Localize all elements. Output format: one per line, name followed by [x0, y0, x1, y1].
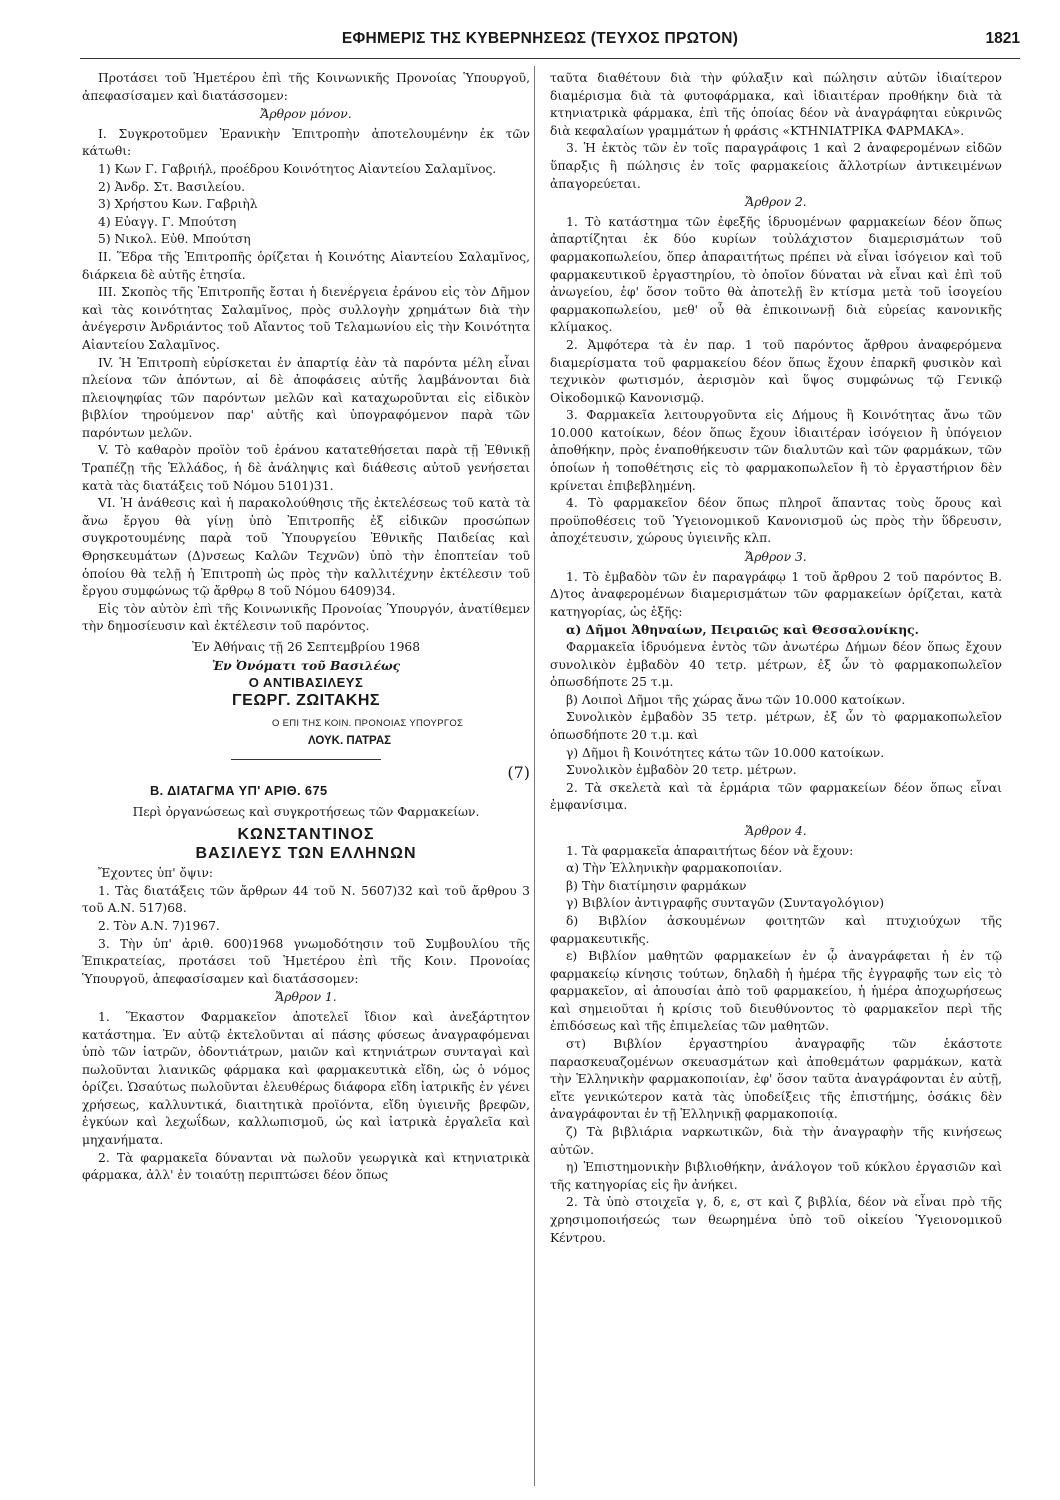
list-item: γ) Βιβλίον ἀντιγραφῆς συνταγῶν (Συνταγολόγιον): [566, 896, 885, 911]
consideration-item: 2. Τὸν Α.Ν. 7)1967.: [98, 918, 220, 933]
paragraph: 2. Ἀμφότερα τὰ ἐν παρ. 1 τοῦ παρόντος ἄρθρου ἀναφερόμενα διαμερίσματα τοῦ φαρμακείου δέον ὅπως ἔχουν ἐπαρκῆ φυσικὸν καὶ τεχνικὸν φωτισμόν, ἀερισμὸν καὶ ὕψος συμφώνως τῷ Γενικῷ Οἰκοδομικῷ Κανονισμῷ.: [550, 337, 1002, 405]
paragraph: ΙΙΙ. Σκοπὸς τῆς Ἐπιτροπῆς ἔσται ἡ διενέργεια ἐράνου εἰς τὸν Δῆμον καὶ τὰς κοινότητας Σαλαμῖνος, πρὸς συλλογὴν χρημάτων διὰ τὴν ἀνέγερσιν Ἀνδριάντος τοῦ Αἴαντος τοῦ Τελαμωνίου εἰς τὴν Κοινότητα Αἰαντείου Σαλαμῖνος.: [82, 285, 530, 352]
paragraph: ΙΙ. Ἕδρα τῆς Ἐπιτροπῆς ὁρίζεται ἡ Κοινότης Αἰαντείου Σαλαμῖνος, διάρκεια δὲ αὐτῆς ἐτησία.: [82, 249, 530, 282]
article-3-heading: Ἄρθρον 3.: [745, 550, 807, 565]
article-1-heading: Ἄρθρον 1.: [275, 990, 337, 1005]
paragraph: 3. Ἡ ἐκτὸς τῶν ἐν τοῖς παραγράφοις 1 καὶ 2 ἀναφερομένων εἰδῶν ὕπαρξις ἢ πώλησις ἐν τοῖς φαρμακείοις ἄλλοτρίων ἀντικειμένων ἀπαγορεύεται.: [550, 141, 1002, 191]
paragraph: 2. Τὰ ὑπὸ στοιχεῖα γ, δ, ε, στ καὶ ζ βιβλία, δέον νὰ εἶναι πρὸ τῆς χρησιμοποιήσεώς των θεωρημένα ὑπὸ τοῦ οἰκείου Ὑγειονομικοῦ Κέντρου.: [550, 1195, 1002, 1245]
member-item: 2) Ἀνδρ. Στ. Βασιλείου.: [98, 179, 245, 194]
member-item: 3) Χρήστου Κων. Γαβριὴλ: [98, 197, 258, 212]
paragraph: 3. Φαρμακεῖα λειτουργοῦντα εἰς Δήμους ἢ Κοινότητας ἄνω τῶν 10.000 κατοίκων, δέον ὅπως ἔχουν ἰδιαιτέραν ἰσόγειον ἢ ὑπόγειον ἀποθήκην, πρὸς ἐναποθήκευσιν τῶν διαλυτῶν καὶ τῶν φαρμάκων, τῶν ὁποίων ἡ τοποθέτησις εἰς τὸ φαρμακοπωλεῖον ἢ τὸ ἐργαστήριον δὲν κρίνεται ἐπιβεβλημένη.: [550, 408, 1002, 493]
running-header: [60, 30, 1020, 60]
paragraph: 1. Ἕκαστον Φαρμακεῖον ἀποτελεῖ ἴδιον καὶ ἀνεξάρτητον κατάστημα. Ἐν αὐτῷ ἐκτελοῦνται αἱ πάσης φύσεως ἀναγραφόμεναι ὑπὸ τῶν ἰατρῶν, ὀδοντιάτρων, μαιῶν καὶ κτηνιάτρων συνταγαὶ καὶ πωλοῦνται λιανικῶς φάρμακα καὶ φαρμακευτικὰ εἴδη, ὡς ὁ νόμος ὁρίζει. Ὡσαύτως πωλοῦνται ἐλευθέρως διάφορα εἴδη ἰατρικῆς ἐν γένει χρήσεως, καλλυντικά, διαιτητικὰ προϊόντα, εἴδη ὑγιεινῆς βρεφῶν, ἐγκύων καὶ λεχωΐδων, καλλωπισμοῦ, ὡς καὶ ἰατρικὰ ἐργαλεῖα καὶ μηχανήματα.: [82, 1009, 530, 1148]
decree-header: [82, 762, 530, 798]
list-item: δ) Βιβλίον ἀσκουμένων φοιτητῶν καὶ πτυχιούχων τῆς φαρμακευτικῆς.: [550, 913, 1002, 946]
paragraph: IV. Ἡ Ἐπιτροπὴ εὑρίσκεται ἐν ἀπαρτίᾳ ἐὰν τὰ παρόντα μέλη εἶναι πλείονα τῶν ἀπόντων, αἱ δὲ ἀποφάσεις αὐτῆς λαμβάνονται διὰ πλειοψηφίας τῶν παρόντων μελῶν καὶ καταχωροῦνται εἰς εἰδικὸν βιβλίον τηρούμενον παρ' αὐτῆς καὶ ὑπογραφόμενον παρὰ τῶν παρόντων μελῶν.: [82, 355, 530, 440]
article-2-heading: Ἄρθρον 2.: [745, 195, 807, 210]
paragraph: Συνολικὸν ἐμβαδὸν 20 τετρ. μέτρων.: [566, 763, 797, 778]
category-heading: γ) Δῆμοι ἢ Κοινότητες κάτω τῶν 10.000 κατοίκων.: [566, 745, 885, 760]
right-column: [550, 70, 1002, 1247]
having-in-view: Ἔχοντες ὑπ' ὄψιν:: [98, 866, 214, 881]
king-name-line: Ἐν Ὀνόματι τοῦ Βασιλέως: [211, 657, 401, 673]
column-divider: [534, 66, 535, 1486]
article-only-heading: Ἄρθρον μόνον.: [260, 107, 352, 122]
date-line: Ἐν Ἀθήναις τῇ 26 Σεπτεμβρίου 1968: [191, 640, 421, 654]
paragraph: Συνολικὸν ἐμβαδὸν 35 τετρ. μέτρων, ἐξ ὧν τὸ φαρμακοπωλεῖον ὁπωσδήποτε 20 τ.μ. καὶ: [550, 710, 1002, 742]
list-item: α) Τὴν Ἑλληνικὴν φαρμακοποιίαν.: [566, 861, 783, 876]
paragraph: 2. Τὰ φαρμακεῖα δύνανται νὰ πωλοῦν γεωργικὰ καὶ κτηνιατρικὰ φάρμακα, ἀλλ' ἐν τοιαύτῃ περιπτώσει δέον ὅπως: [82, 1150, 530, 1183]
paragraph: 1. Τὸ κατάστημα τῶν ἐφεξῆς ἱδρυομένων φαρμακείων δέον ὅπως ἀπαρτίζηται ἐκ δύο κυρίων τοὐλάχιστον διαμερισμάτων τοῦ φαρμακοπωλείου, ὅπερ ἀπαραιτήτως πρέπει νὰ εἶναι ἰσόγειον καὶ τοῦ φαρμακευτικοῦ ἐργαστηρίου, τὸ ὁποῖον δύναται νὰ εἶναι καὶ ἐπὶ τοῦ ἀνωγείου, ἐφ' ὅσον τοῦτο θὰ ἀποτελῇ ἓν κτίσμα μετὰ τοῦ ἰσογείου φαρμακοπωλείου, μεθ' οὗ θὰ ἐπικοινωνῇ διὰ εὐρείας κανονικῆς κλίμακος.: [550, 214, 1002, 335]
minister-title: Ο ΕΠΙ ΤΗΣ ΚΟΙΝ. ΠΡΟΝΟΙΑΣ ΥΠΟΥΡΓΟΣ: [272, 718, 464, 730]
list-item: ζ) Τὰ βιβλιάρια ναρκωτικῶν, διὰ τὴν ἀναγραφὴν τῆς κινήσεως αὐτῶν.: [550, 1125, 1002, 1157]
header-rule: [80, 58, 1020, 59]
consideration-item: 3. Τὴν ὑπ' ἀριθ. 600)1968 γνωμοδότησιν τοῦ Συμβουλίου τῆς Ἐπικρατείας, προτάσει τοῦ Ἡμετέρου ἐπὶ τῆς Κοιν. Προνοίας Ὑπουργοῦ, ἀπεφασίσαμεν καὶ διατάσσομεν:: [82, 936, 530, 986]
gazette-title: ΕΦΗΜΕΡΙΣ ΤΗΣ ΚΥΒΕΡΝΗΣΕΩΣ (ΤΕΥΧΟΣ ΠΡΩΤΟΝ): [341, 30, 739, 47]
page-number: 1821: [985, 30, 1020, 47]
paragraph: V. Τὸ καθαρὸν προϊὸν τοῦ ἐράνου κατατεθήσεται παρὰ τῇ Ἐθνικῇ Τραπέζῃ τῆς Ἑλλάδος, ἡ δὲ ἀνάληψις καὶ διάθεσις αὐτοῦ γενήσεται κατὰ τὰς διατάξεις τοῦ Νόμου 5101)31.: [82, 443, 530, 493]
regent-name: ΓΕΩΡΓ. ΖΩΙΤΑΚΗΣ: [232, 691, 380, 709]
category-heading: α) Δῆμοι Ἀθηναίων, Πειραιῶς καὶ Θεσσαλονίκης.: [566, 622, 919, 638]
list-item: β) Τὴν διατίμησιν φαρμάκων: [566, 878, 747, 893]
consideration-item: 1. Τὰς διατάξεις τῶν ἄρθρων 44 τοῦ Ν. 5607)32 καὶ τοῦ ἄρθρου 3 τοῦ Α.Ν. 517)68.: [82, 883, 530, 916]
paragraph: 4. Τὸ φαρμακεῖον δέον ὅπως πληροῖ ἅπαντας τοὺς ὅρους καὶ προϋποθέσεις τοῦ Ὑγειονομικοῦ Κανονισμοῦ ὡς πρὸς τὴν ὕδρευσιν, ἀποχέτευσιν, χώρους ὑγιεινῆς κλπ.: [550, 496, 1002, 546]
king-line-2: ΒΑΣΙΛΕΥΣ ΤΩΝ ΕΛΛΗΝΩΝ: [195, 845, 417, 863]
decree-title: Β. ΔΙΑΤΑΓΜΑ ΥΠ' ΑΡΙΘ. 675: [150, 782, 328, 798]
paragraph: Φαρμακεῖα ἱδρυόμενα ἐντὸς τῶν ἀνωτέρω Δήμων δέον ὅπως ἔχουν συνολικὸν ἐμβαδὸν 40 τετρ. μέτρων, ἐξ ὧν τὸ φαρμακοπωλεῖον ὁπωσδήποτε 25 τ.μ.: [550, 640, 1002, 690]
decree-number: (7): [507, 762, 530, 782]
paragraph: ταῦτα διαθέτουν διὰ τὴν φύλαξιν καὶ πώλησιν αὐτῶν ἰδιαίτερον διαμέρισμα διὰ τὰ φυτοφάρμακα, καὶ ἰδιαιτέραν προθήκην διὰ τὰ κτηνιατρικὰ φάρμακα, ἐπὶ τῆς ὁποίας δέον νὰ ἀναγράφηται εὐκρινῶς διὰ κεφαλαίων γραμμάτων ἡ φράσις «ΚΤΗΝΙΑΤΡΙΚΑ ΦΑΡΜΑΚΑ».: [550, 71, 1002, 138]
paragraph: 1. Τὰ φαρμακεῖα ἀπαραιτήτως δέον νὰ ἔχουν:: [566, 843, 854, 858]
paragraph: Εἰς τὸν αὐτὸν ἐπὶ τῆς Κοινωνικῆς Προνοίας Ὑπουργόν, ἀνατίθεμεν τὴν δημοσίευσιν καὶ ἐκτέλεσιν τοῦ παρόντος.: [82, 601, 530, 634]
king-line-1: ΚΩΝΣΤΑΝΤΙΝΟΣ: [237, 826, 375, 844]
list-item: ε) Βιβλίον μαθητῶν φαρμακείων ἐν ᾧ ἀναγράφεται ἡ ἐν τῷ φαρμακείῳ κίνησις τούτων, δηλαδὴ ἡ ἡμέρα τῆς ἐγγραφῆς των εἰς τὸ φαρμακεῖον, αἱ ἀπουσίαι ἀπὸ τοῦ φαρμακείου, ἡ ἡμέρα ἀποχωρήσεως καὶ σημειοῦται ἡ κρίσις τοῦ διευθύνοντος τὸ φαρμακεῖον περὶ τῆς ἐπιδόσεως καὶ τῆς ἐπιμελείας τῶν μαθητῶν.: [550, 949, 1002, 1034]
article-4-heading: Ἄρθρον 4.: [745, 823, 807, 838]
intro-paragraph: Προτάσει τοῦ Ἡμετέρου ἐπὶ τῆς Κοινωνικῆς Προνοίας Ὑπουργοῦ, ἀπεφασίσαμεν καὶ διατάσσομεν:: [82, 71, 530, 103]
paragraph: VI. Ἡ ἀνάθεσις καὶ ἡ παρακολούθησις τῆς ἐκτελέσεως τοῦ κατὰ τὰ ἄνω ἔργου θὰ γίνῃ ὑπὸ Ἐπιτροπῆς ἐξ εἰδικῶν προσώπων συγκροτουμένης παρὰ τοῦ Ὑπουργείου Ἐθνικῆς Παιδείας καὶ Θρησκευμάτων (Δ)νσεως Καλῶν Τεχνῶν) ὑπὸ τὴν ἐποπτείαν τοῦ ὁποίου θὰ τελῇ ἡ Ἐπιτροπὴ ὡς πρὸς τὴν καλλιτέχνην ἐκτέλεσιν τοῦ ἔργου συμφώνως τῷ ἄρθρῳ 8 τοῦ Νόμου 6409)34.: [82, 496, 530, 599]
paragraph: 1. Τὸ ἐμβαδὸν τῶν ἐν παραγράφῳ 1 τοῦ ἄρθρου 2 τοῦ παρόντος Β. Δ)τος ἀναφερομένων διαμερισμάτων τῶν φαρμακείων ὁρίζεται, κατὰ κατηγορίας, ὡς ἑξῆς:: [550, 569, 1002, 619]
list-item: στ) Βιβλίον ἐργαστηρίου ἀναγραφῆς τῶν ἑκάστοτε παρασκευαζομένων σκευασμάτων καὶ ἀποθεμάτων φαρμάκων, κατὰ τὴν Ἑλληνικὴν φαρμακοποιίαν, ἐφ' ὅσον ταῦτα ἀναγράφονται ἐν αὐτῇ, εἴτε γενικώτερον κατὰ τὰς ὑποδείξεις τῆς ἐπιστήμης, ὁσάκις δὲν ἀναγράφονται ἐν τῇ Ἑλληνικῇ φαρμακοποιίᾳ.: [550, 1037, 1002, 1122]
paragraph: 2. Τὰ σκελετὰ καὶ τὰ ἑρμάρια τῶν φαρμακείων δέον ὅπως εἶναι ἐμφανίσιμα.: [550, 780, 1002, 813]
decree-subject: Περὶ ὀργανώσεως καὶ συγκροτήσεως τῶν Φαρμακείων.: [132, 804, 480, 819]
left-column: [82, 70, 530, 1185]
list-item: η) Ἐπιστημονικὴν βιβλιοθήκην, ἀνάλογον τοῦ κύκλου ἐργασιῶν καὶ τῆς κατηγορίας εἰς ἣν ἀνήκει.: [550, 1160, 1002, 1192]
member-item: 1) Κων Γ. Γαβριήλ, προέδρου Κοινότητος Αἰαντείου Σαλαμῖνος.: [98, 161, 497, 176]
separator-rule: [231, 759, 381, 760]
member-item: 5) Νικολ. Εὐθ. Μπούτση: [98, 232, 251, 247]
paragraph: Ι. Συγκροτοῦμεν Ἐρανικὴν Ἐπιτροπὴν ἀποτελουμένην ἐκ τῶν κάτωθι:: [82, 126, 530, 159]
member-item: 4) Εὐαγγ. Γ. Μπούτση: [98, 214, 237, 229]
regent-title: Ο ΑΝΤΙΒΑΣΙΛΕΥΣ: [248, 675, 364, 691]
category-heading: β) Λοιποὶ Δῆμοι τῆς χώρας ἄνω τῶν 10.000 κατοίκων.: [566, 692, 906, 707]
minister-name: ΛΟΥΚ. ΠΑΤΡΑΣ: [308, 734, 392, 747]
